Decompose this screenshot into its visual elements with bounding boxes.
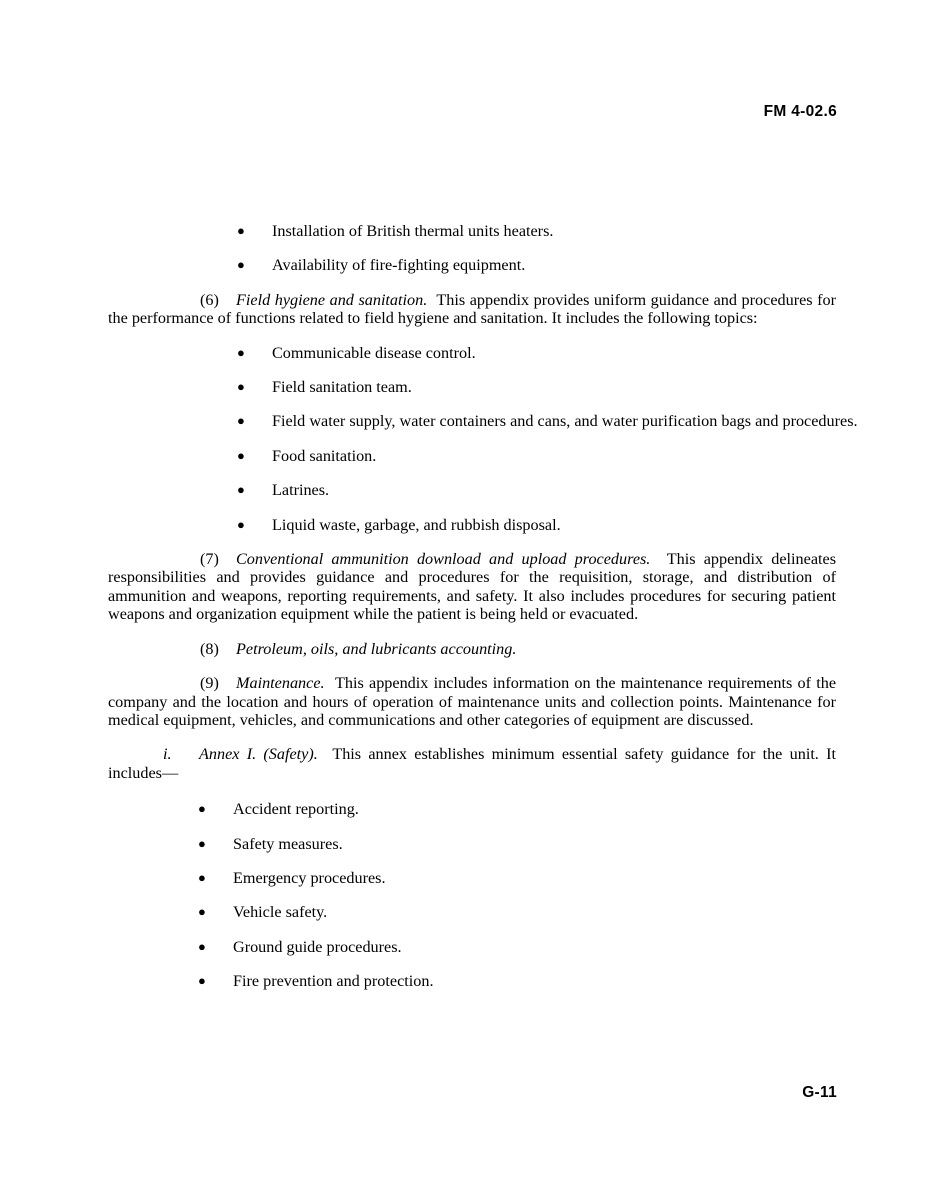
list-item: [108, 903, 836, 921]
paragraph-6-number: (6): [200, 290, 219, 309]
paragraph-7-number: (7): [200, 550, 219, 569]
bullet-icon: ●: [198, 801, 206, 817]
list-item: [108, 800, 836, 818]
paragraph-9-title: Maintenance.: [236, 674, 325, 693]
list-item-text: Ground guide procedures.: [233, 937, 402, 956]
page-number: G-11: [802, 1084, 837, 1101]
bullet-icon: ●: [237, 344, 245, 360]
bullet-icon: ●: [237, 223, 245, 238]
list-item-text: Latrines.: [272, 481, 330, 500]
list-item-text: Installation of British thermal units heaters.: [272, 222, 554, 240]
annex-i-letter: i.: [163, 745, 172, 764]
page-content: [108, 222, 858, 1007]
list-item: [108, 447, 836, 465]
list-item-text: Communicable disease control.: [272, 343, 476, 362]
paragraph-6-title: Field hygiene and sanitation.: [236, 290, 428, 309]
paragraph-7-text: This appendix delineates responsibilities and provides guidance and procedures for the requisition, storage, and distribution of ammunition and weapons, reporting requirements, and safety. It also includes procedures for securing patient weapons and organization equipment while the patient is being held or evacuated.: [108, 550, 837, 624]
paragraph-7: [108, 550, 836, 624]
paragraph-8-title: Petroleum, oils, and lubricants accounting.: [236, 639, 517, 658]
list-item: [108, 412, 858, 431]
list-item-text: Field water supply, water containers and cans, and water purification bags and procedures.: [272, 412, 858, 431]
bullet-icon: ●: [198, 869, 206, 885]
list-item: [108, 256, 836, 274]
bullet-icon: ●: [198, 973, 206, 989]
list-item: [108, 972, 836, 990]
list-item: [108, 835, 836, 853]
paragraph-9-text: This appendix includes information on the maintenance requirements of the company and the location and hours of operation of maintenance units and collection points. Maintenance for medical equipment, vehicles, and communications and other categories of equipment are discussed.: [108, 674, 836, 729]
paragraph-6: [108, 291, 836, 328]
paragraph-7-title: Conventional ammunition download and upload procedures.: [236, 550, 651, 569]
bullet-list-heaters: [108, 222, 836, 275]
annex-i-text: This annex establishes minimum essential safety guidance for the unit. It includes—: [108, 745, 837, 782]
bullet-icon: ●: [237, 516, 245, 532]
list-item-text: Liquid waste, garbage, and rubbish disposal.: [272, 515, 561, 534]
list-item: [108, 344, 836, 362]
bullet-icon: ●: [237, 413, 245, 429]
list-item-text: Accident reporting.: [233, 800, 359, 819]
bullet-icon: ●: [198, 835, 206, 851]
bullet-icon: ●: [237, 482, 245, 498]
bullet-icon: ●: [237, 379, 245, 395]
bullet-icon: ●: [198, 904, 206, 920]
list-item-text: Food sanitation.: [272, 446, 377, 465]
list-item-text: Vehicle safety.: [233, 903, 328, 922]
bullet-list-hygiene: [108, 343, 858, 534]
list-item: [108, 516, 836, 534]
list-item: [108, 938, 836, 956]
bullet-icon: ●: [237, 257, 245, 273]
paragraph-8: [108, 640, 836, 658]
bullet-icon: ●: [198, 938, 206, 954]
paragraph-annex-i: [108, 745, 836, 782]
page-header: FM 4-02.6: [763, 103, 837, 120]
list-item: [108, 481, 836, 499]
bullet-icon: ●: [237, 447, 245, 463]
paragraph-6-text: This appendix provides uniform guidance and procedures for the performance of functions related to field hygiene and sanitation. It includes the following topics:: [108, 290, 836, 328]
list-item: [108, 222, 836, 240]
paragraph-9-number: (9): [200, 674, 219, 693]
list-item-text: Field sanitation team.: [272, 378, 412, 397]
list-item: [108, 869, 836, 887]
bullet-list-safety: [108, 800, 836, 990]
list-item-text: Fire prevention and protection.: [233, 972, 434, 991]
list-item-text: Safety measures.: [233, 834, 343, 853]
list-item-text: Emergency procedures.: [233, 868, 386, 887]
annex-i-title: Annex I. (Safety).: [199, 745, 318, 764]
list-item-text: Availability of fire-fighting equipment.: [272, 256, 526, 275]
list-item: [108, 378, 836, 396]
paragraph-8-number: (8): [200, 639, 219, 658]
paragraph-9: [108, 674, 836, 729]
